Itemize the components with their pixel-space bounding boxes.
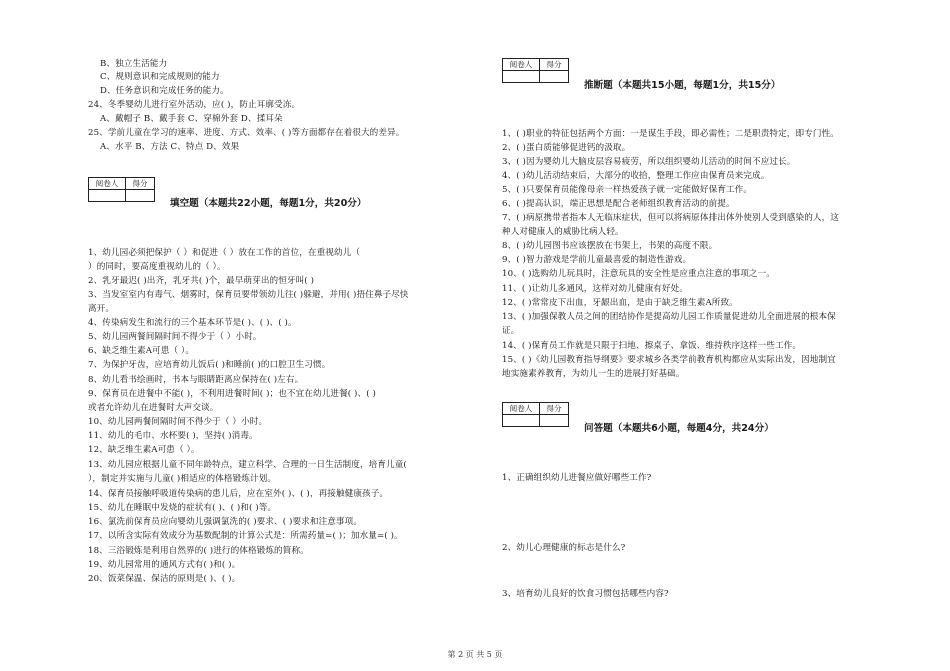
fill-line: 9、保育员在进餐中不能( )，不利用进餐时间( )；也不宜在幼儿进餐( )、( ) — [88, 389, 376, 399]
judge-score-box — [502, 58, 569, 83]
judge-line: 地实施素养教育，为幼儿一生的进展打好基础。 — [502, 369, 685, 379]
judge-line: 10、( )选购幼儿玩具时，注意玩具的安全性是应重点注意的事项之一。 — [502, 269, 775, 279]
fill-line: 16、氯洗前保育员应向婴幼儿强调氯洗的( )要求、( )要求和注意事项。 — [88, 517, 363, 527]
qa-question-3: 3、培育幼儿良好的饮食习惯包括哪些内容? — [502, 589, 669, 599]
judge-line: 15、( )《幼儿园教育指导纲要》要求城乡各类学前教育机构都应从实际出发，因地制宜 — [502, 355, 836, 365]
q24-question: 24、冬季婴幼儿进行室外活动，应( )，防止耳廓受冻。 — [88, 100, 301, 110]
reviewer-label: 阅卷人 — [503, 403, 540, 415]
fill-line: 17、以所含实际有效成分为基数配制的计算公式是：所需药量=( )；加水量=( )。 — [88, 531, 403, 541]
score-cell[interactable] — [540, 415, 569, 427]
reviewer-label: 阅卷人 — [89, 178, 126, 190]
qa-question-2: 2、幼儿心理健康的标志是什么? — [502, 543, 626, 553]
qa-section-title: 问答题（本题共6小题，每题4分，共24分） — [584, 423, 774, 434]
judge-line: 证。 — [502, 326, 520, 336]
reviewer-label: 阅卷人 — [503, 59, 540, 71]
judge-line: 9、( )智力游戏是学前儿童最喜爱的制造性游戏。 — [502, 255, 692, 265]
reviewer-cell[interactable] — [503, 71, 540, 83]
judge-line: 12、( )常常皮下出血，牙龈出血，是由于缺乏维生素A所致。 — [502, 298, 738, 308]
q25-question: 25、学前儿童在学习的速率、进度、方式、效率、( )等方面都存在着很大的差异。 — [88, 128, 405, 138]
fill-line: 2、乳牙最迟( )出齐，乳牙共( )个，最早萌芽出的恒牙叫( ) — [88, 276, 315, 286]
q25-options: A、水平 B、方法 C、特点 D、效果 — [100, 142, 240, 152]
fill-line: 8、幼儿看书绘画时，书本与眼睛距离应保持在( )左右。 — [88, 375, 304, 385]
fill-line: 7、为保护牙齿，应培育幼儿饭后( )和睡前( )的口腔卫生习惯。 — [88, 360, 331, 370]
fill-line: ）的同时，要高度重视幼儿的（ ）。 — [88, 262, 226, 272]
reviewer-cell[interactable] — [89, 190, 126, 202]
reviewer-cell[interactable] — [503, 415, 540, 427]
fill-line: 6、缺乏维生素A可患（ ）。 — [88, 346, 195, 356]
judge-line: 种人对健康人的威胁比病人轻。 — [502, 227, 624, 237]
fill-line: 3、当发室室内有毒气、烟雾时，保育员要带领幼儿往( )躲避，并用( )捂住鼻子尽快 — [88, 290, 409, 300]
score-label: 得分 — [126, 178, 155, 190]
fill-line: 20、饭菜保温、保洁的原则是( )、( )。 — [88, 574, 241, 584]
judge-line: 8、( )幼儿园图书应该摆放在书架上，书架的高度不限。 — [502, 241, 718, 251]
q23-option-c: C、规则意识和完成规则的能力 — [100, 72, 220, 82]
fill-line: 19、幼儿园常用的通风方式有( )和( )。 — [88, 560, 241, 570]
qa-question-1: 1、正确组织幼儿进餐应做好哪些工作? — [502, 473, 652, 483]
page-number: 第 2 页 共 5 页 — [447, 650, 503, 659]
fill-line: 1、幼儿园必须把保护（ ）和促进（ ）放在工作的首位，在重视幼儿（ — [88, 248, 361, 258]
judge-line: 4、( )幼儿活动结束后，大部分的收拾，整理工作应由保育员来完成。 — [502, 171, 770, 181]
judge-line: 5、( )只要保育员能像母亲一样热爱孩子就一定能做好保育工作。 — [502, 185, 753, 195]
fill-line: 5、幼儿园两餐间隔时间不得少于（ ）小时。 — [88, 332, 262, 342]
fill-line: 11、幼儿的毛巾、水杯要( )，坚持( )消毒。 — [88, 431, 258, 441]
judge-line: 11、( )让幼儿多通风，这样对幼儿健康有好处。 — [502, 284, 689, 294]
score-label: 得分 — [540, 59, 569, 71]
score-cell[interactable] — [126, 190, 155, 202]
judge-line: 2、( )蛋白质能够促进钙的汲取。 — [502, 143, 631, 153]
fill-line: 4、传染病发生和流行的三个基本环节是( )、( )、( )。 — [88, 318, 297, 328]
fill-line: 15、幼儿在睡眠中发烧的症状有( )、( )和( )等。 — [88, 503, 277, 513]
judge-line: 6、( )提高认识，端正思想是配合老师组织教育活动的前提。 — [502, 199, 735, 209]
judge-section-title: 推断题（本题共15小题，每题1分，共15分） — [584, 80, 781, 91]
fill-line: ），制定并实施与儿童( )相适应的体格锻炼计划。 — [88, 474, 277, 484]
judge-line: 1、( )职业的特征包括两个方面：一是谋生手段，即必需性；二是职责特定，即专门性。 — [502, 129, 839, 139]
fill-section-title: 填空题（本题共22小题，每题1分，共20分） — [170, 198, 367, 209]
q23-option-d: D、任务意识和完成任务的能力。 — [100, 86, 229, 96]
qa-score-box — [502, 402, 569, 427]
fill-line: 13、幼儿园应根据儿童不同年龄特点，建立科学、合理的一日生活制度，培育儿童( — [88, 460, 407, 470]
judge-line: 13、( )加强保教人员之间的团结协作是提高幼儿园工作质量促进幼儿全面进展的根本保 — [502, 312, 836, 322]
q24-options: A、戴帽子 B、戴手套 C、穿棉外套 D、揉耳朵 — [100, 114, 283, 124]
fill-line: 12、缺乏维生素A可患（ ）。 — [88, 445, 200, 455]
fill-score-box — [88, 177, 155, 202]
score-cell[interactable] — [540, 71, 569, 83]
judge-line: 3、( )因为婴幼儿大脑皮层容易疲劳，所以组织婴幼儿活动的时间不应过长。 — [502, 157, 796, 167]
fill-line: 10、幼儿园两餐间隔时间不得少于（ ）小时。 — [88, 417, 268, 427]
fill-line: 18、三浴锻炼是利用自然界的( )进行的体格锻炼的简称。 — [88, 546, 309, 556]
judge-line: 7、( )病原携带者指本人无临床症状，但可以将病原体排出体外使别人受到感染的人，这 — [502, 213, 839, 223]
fill-line: 14、保育员接触呼吸道传染病的患儿后，应在室外( )、( )，再接触健康孩子。 — [88, 489, 389, 499]
fill-line: 或者允许幼儿在进餐时大声交谈。 — [88, 403, 219, 413]
q23-option-b: B、独立生活能力 — [100, 59, 168, 69]
fill-line: 离开。 — [88, 304, 115, 314]
judge-line: 14、( )保育员工作就是只限于扫地、擦桌子、拿饭、维持秩序这样一些工作。 — [502, 341, 802, 351]
score-label: 得分 — [540, 403, 569, 415]
